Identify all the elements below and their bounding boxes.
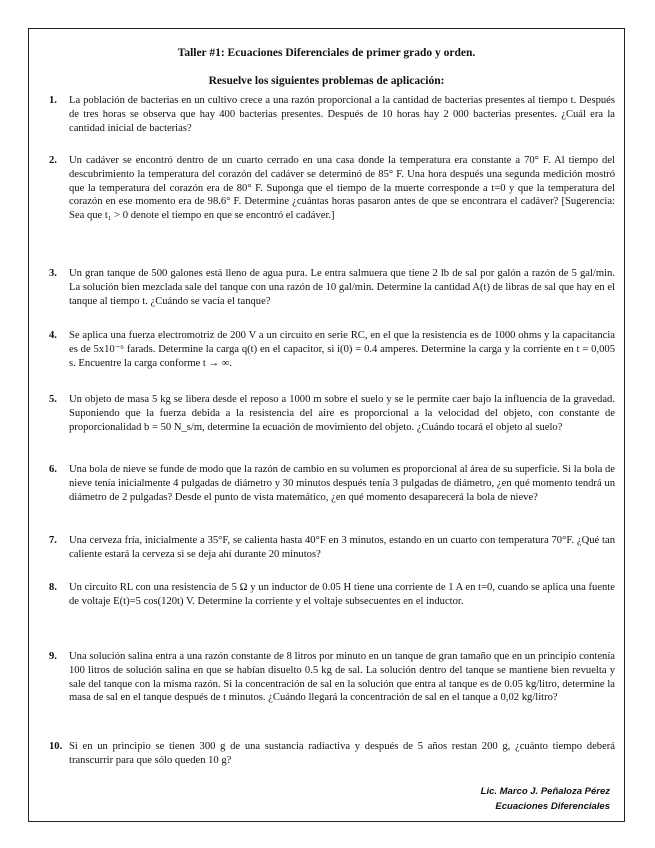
problem-7 xyxy=(49,534,615,562)
problem-text: Un circuito RL con una resistencia de 5 Ω y un inductor de 0.05 H tiene una corriente de 1 A en t=0, cuando se aplica una fuente de voltaje E(t)=5 cos(120t) V. Determine la corriente y el voltaje subsecuentes en el inductor. xyxy=(69,582,615,607)
problem-9 xyxy=(49,650,615,705)
problem-8 xyxy=(49,581,615,609)
document-title: Taller #1: Ecuaciones Diferenciales de primer grado y orden. xyxy=(177,47,476,59)
problem-text: Se aplica una fuerza electromotriz de 200 V a un circuito en serie RC, en el que la resistencia es de 1000 ohms y la capacitancia es de 5x10⁻⁶ farads. Determine la carga q(t) en el capacitor, si i(0) = 0.4 amperes. Determine la carga y la corriente en t = 0,005 s. Encuentre la carga conforme t → ∞. xyxy=(69,330,615,369)
problem-6 xyxy=(49,463,615,504)
problem-5 xyxy=(49,393,615,434)
problem-text: Un gran tanque de 500 galones está lleno de agua pura. Le entra salmuera que tiene 2 lb de sal por galón a razón de 5 gal/min. La solución bien mezclada sale del tanque con una razón de 10 gal/min. Determine la cantidad A(t) de libras de sal que hay en el tanque al tiempo t. ¿Cuándo se vacía el tanque? xyxy=(69,268,615,307)
problem-number: 5. xyxy=(49,394,57,405)
author-name: Lic. Marco J. Peñaloza Pérez xyxy=(480,786,610,797)
problem-2 xyxy=(49,154,615,223)
problem-text: La población de bacterias en un cultivo crece a una razón proporcional a la cantidad de bacterias presentes al tiempo t. Después de tres horas se observa que hay 400 bacterias presentes. Después de 10 horas hay 2 000 bacterias presentes. ¿Cuál era la cantidad inicial de bacterias? xyxy=(69,95,615,134)
problem-number: 4. xyxy=(49,330,57,341)
problem-number: 9. xyxy=(49,651,57,662)
document-subtitle: Resuelve los siguientes problemas de aplicación: xyxy=(208,75,445,87)
course-name: Ecuaciones Diferenciales xyxy=(495,801,610,812)
problem-3 xyxy=(49,267,615,308)
problem-number: 7. xyxy=(49,535,57,546)
problem-text: Un cadáver se encontró dentro de un cuarto cerrado en una casa donde la temperatura era constante a 70° F. Al tiempo del descubrimiento la temperatura del corazón del cadáver se determinó de 85° F. Una hora después una segunda medición mostró que la temperatura del corazón era de 80° F. Suponga que el tiempo de la muerte corresponde a t=0 y que la temperatura del corazón en ese momento era de 98.6° F. Determine ¿cuántas horas pasaron antes de que se encontrara el cadáver? [Sugerencia: Sea que t₁ > 0 denote el tiempo en que se encontró el cadáver.] xyxy=(69,155,615,222)
document-frame xyxy=(28,28,625,822)
problem-text: Una cerveza fría, inicialmente a 35°F, se calienta hasta 40°F en 3 minutos, estando en un cuarto con temperatura 70°F. ¿Qué tan caliente estará la cerveza si se deja ahí durante 20 minutos? xyxy=(69,535,615,560)
problem-text: Un objeto de masa 5 kg se libera desde el reposo a 1000 m sobre el suelo y se le permite caer bajo la influencia de la gravedad. Suponiendo que la fuerza debida a la resistencia del aire es proporcional a la velocidad del objeto, con constante de proporcionalidad b = 50 N_s/m, determine la ecuación de movimiento del objeto. ¿Cuándo tocará el objeto al suelo? xyxy=(69,394,615,433)
problem-number: 2. xyxy=(49,155,57,166)
problem-number: 1. xyxy=(49,95,57,106)
problem-text: Una solución salina entra a una razón constante de 8 litros por minuto en un tanque de gran tamaño que en un principio contenía 100 litros de solución salina en que se habían disuelto 0.5 kg de sal. La solución dentro del tanque se mantiene bien revuelta y sale del tanque con la misma razón. Si la concentración de sal en la solución que entra al tanque es de 0.05 kg/litro, determine la masa de sal en el tanque después de t minutos. ¿Cuándo llegará la concentración de sal en el tanque a 0,02 kg/litro? xyxy=(69,651,615,704)
problem-4 xyxy=(49,329,615,370)
problem-text: Una bola de nieve se funde de modo que la razón de cambio en su volumen es proporcional al área de su superficie. Si la bola de nieve tenía inicialmente 4 pulgadas de diámetro y 30 minutos después tenía 3 pulgadas de diámetro, ¿en qué momento tendrá un diámetro de 2 pulgadas? Desde el punto de vista matemático, ¿en qué momento desaparecerá la bola de nieve? xyxy=(69,464,615,503)
problem-number: 3. xyxy=(49,268,57,279)
problem-1 xyxy=(49,94,615,135)
problem-10 xyxy=(49,740,615,768)
problem-number: 8. xyxy=(49,582,57,593)
problem-number: 10. xyxy=(49,741,63,752)
problem-text: Si en un principio se tienen 300 g de una sustancia radiactiva y después de 5 años restan 200 g, ¿cuánto tiempo deberá transcurrir para que sólo queden 10 g? xyxy=(69,741,615,766)
problem-number: 6. xyxy=(49,464,57,475)
